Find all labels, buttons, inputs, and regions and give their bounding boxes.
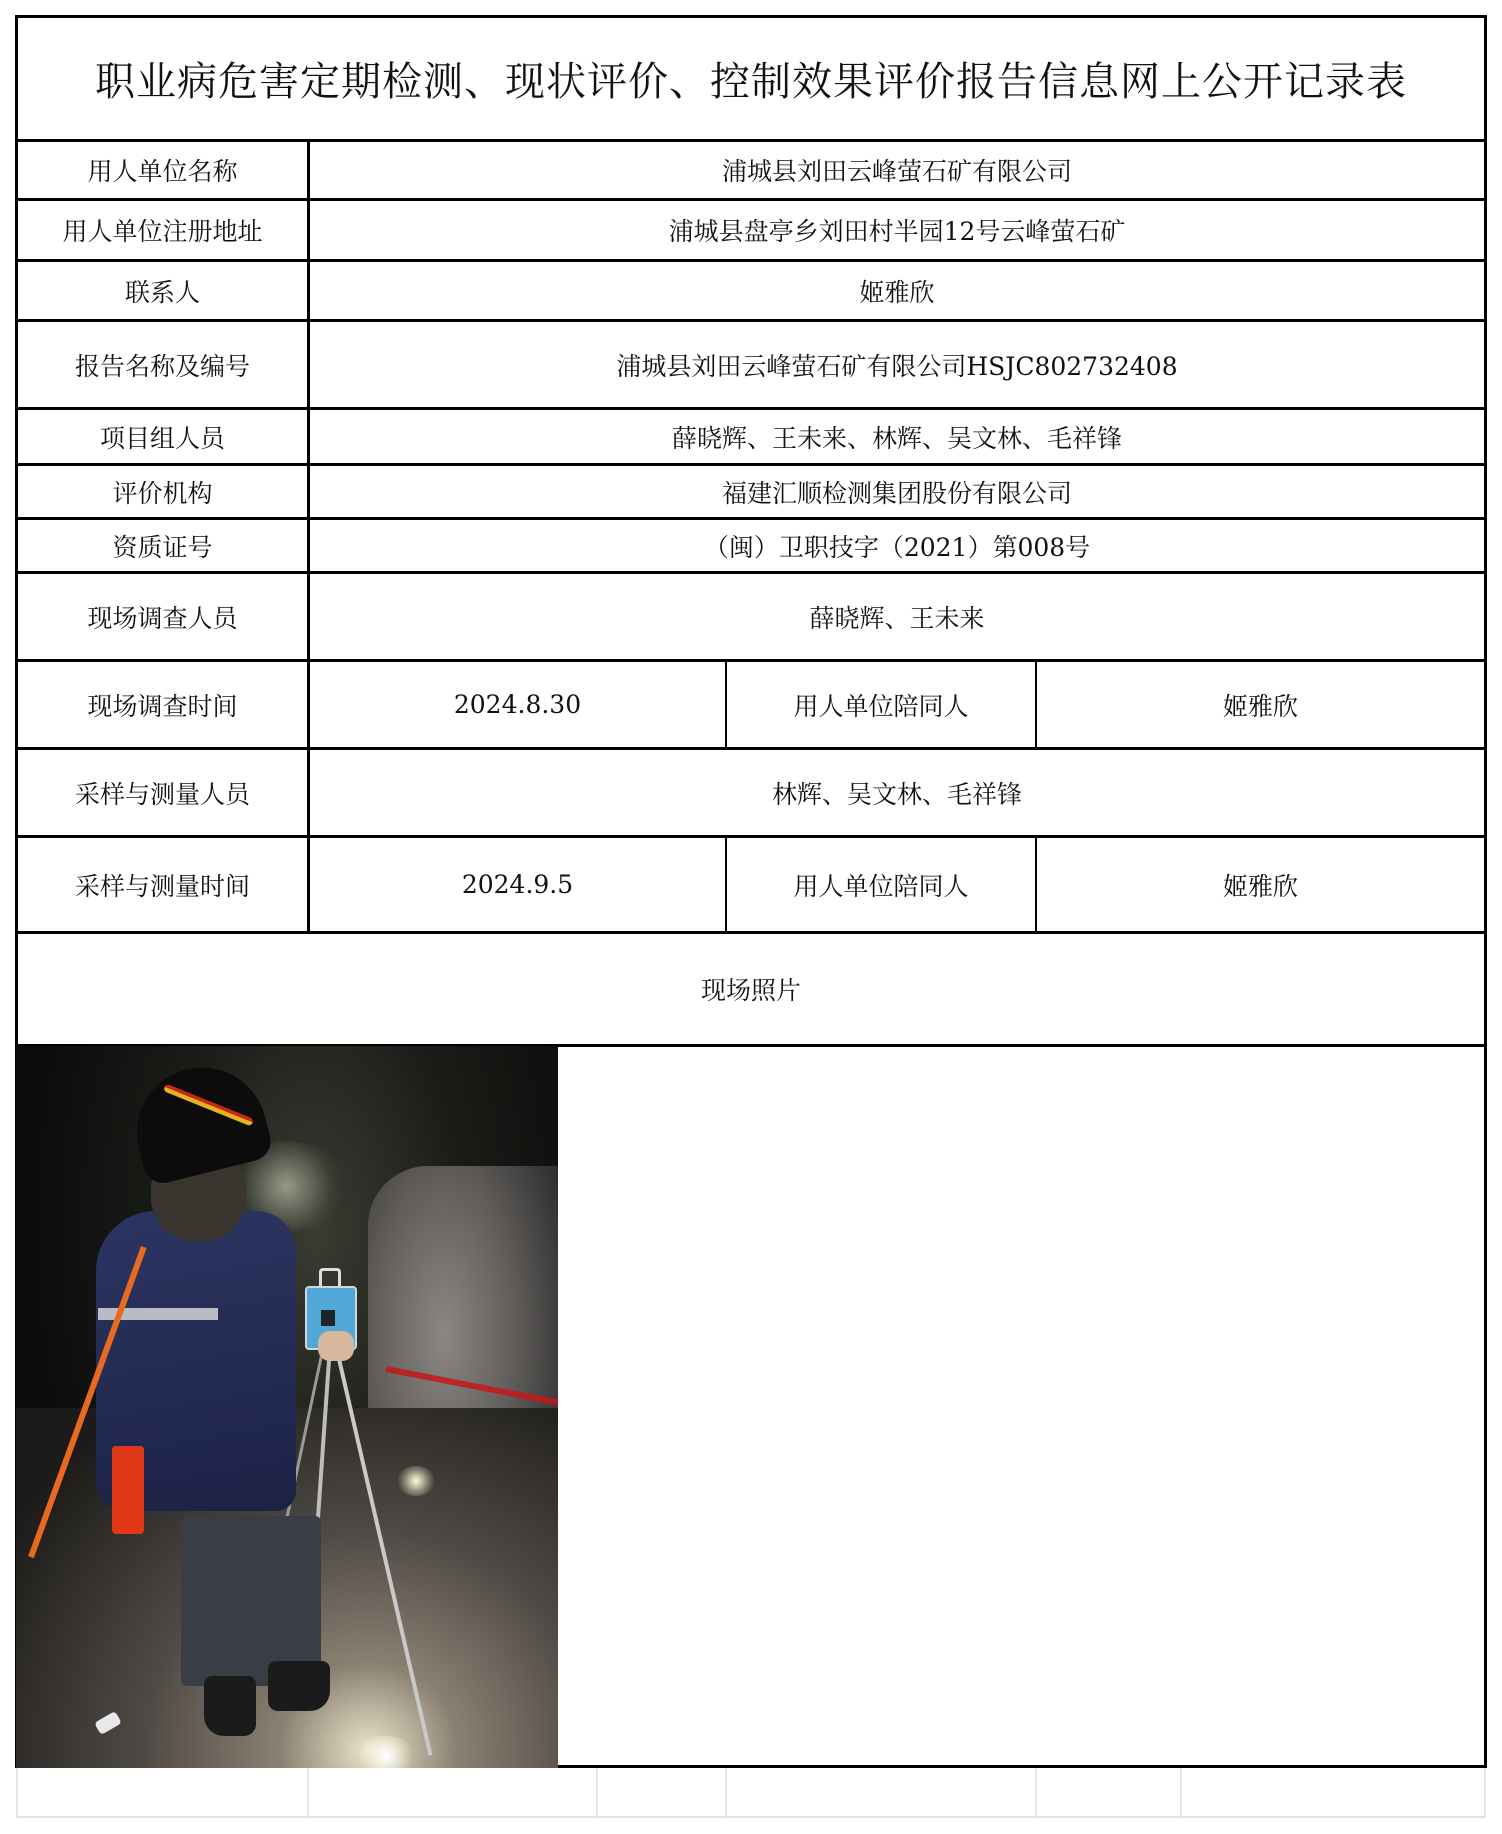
empty-grid-line (16, 1768, 18, 1818)
worker-hand (318, 1331, 354, 1361)
sampling-staff-label: 采样与测量人员 (74, 779, 250, 809)
certificate-label: 资质证号 (112, 532, 213, 562)
evaluator-value: 福建汇顺检测集团股份有限公司 (721, 478, 1072, 508)
site-photos-label: 现场照片 (700, 976, 801, 1005)
red-bag (112, 1446, 144, 1534)
empty-grid-line (725, 1768, 727, 1818)
empty-grid-line (1484, 1768, 1486, 1818)
report-value: 浦城县刘田云峰萤石矿有限公司HSJC802732408 (616, 351, 1178, 381)
survey-time-value: 2024.8.30 (453, 690, 582, 719)
survey-companion-label: 用人单位陪同人 (793, 691, 969, 721)
sampling-companion-label: 用人单位陪同人 (793, 871, 969, 901)
sampling-staff-value: 林辉、吴文林、毛祥锋 (771, 779, 1022, 809)
survey-staff-label: 现场调查人员 (87, 603, 238, 633)
site-photo (16, 1046, 558, 1768)
empty-grid-line (596, 1768, 598, 1818)
evaluator-label: 评价机构 (112, 478, 213, 508)
report-label: 报告名称及编号 (74, 351, 250, 381)
sampling-time-value: 2024.9.5 (461, 870, 574, 899)
sampling-time-label: 采样与测量时间 (74, 871, 250, 901)
empty-grid-line (1180, 1768, 1182, 1818)
project-team-label: 项目组人员 (99, 423, 225, 453)
boot (268, 1661, 330, 1711)
certificate-value: （闽）卫职技字（2021）第008号 (703, 532, 1091, 562)
empty-grid-line (16, 1816, 1486, 1818)
survey-staff-value: 薛晓辉、王未来 (809, 603, 985, 633)
table-border-right (1484, 15, 1487, 1768)
employer-address-label: 用人单位注册地址 (62, 217, 263, 246)
boot (204, 1676, 256, 1736)
page-title: 职业病危害定期检测、现状评价、控制效果评价报告信息网上公开记录表 (95, 58, 1407, 105)
project-team-value: 薛晓辉、王未来、林辉、吴文林、毛祥锋 (671, 423, 1122, 453)
light-spot (396, 1466, 436, 1496)
sampling-companion-value: 姬雅欣 (1222, 871, 1298, 901)
contact-value: 姬雅欣 (859, 277, 935, 307)
contact-label: 联系人 (124, 277, 200, 307)
light-spot (356, 1736, 416, 1768)
table-border-bottom (558, 1765, 1487, 1768)
empty-grid-line (1035, 1768, 1037, 1818)
empty-grid-line (307, 1768, 309, 1818)
employer-address-value: 浦城县盘亭乡刘田村半园12号云峰萤石矿 (668, 217, 1126, 246)
device-screen (321, 1310, 335, 1326)
employer-name-label: 用人单位名称 (87, 157, 238, 186)
employer-name-value: 浦城县刘田云峰萤石矿有限公司 (721, 157, 1072, 186)
survey-companion-value: 姬雅欣 (1222, 691, 1298, 721)
survey-time-label: 现场调查时间 (87, 691, 238, 721)
